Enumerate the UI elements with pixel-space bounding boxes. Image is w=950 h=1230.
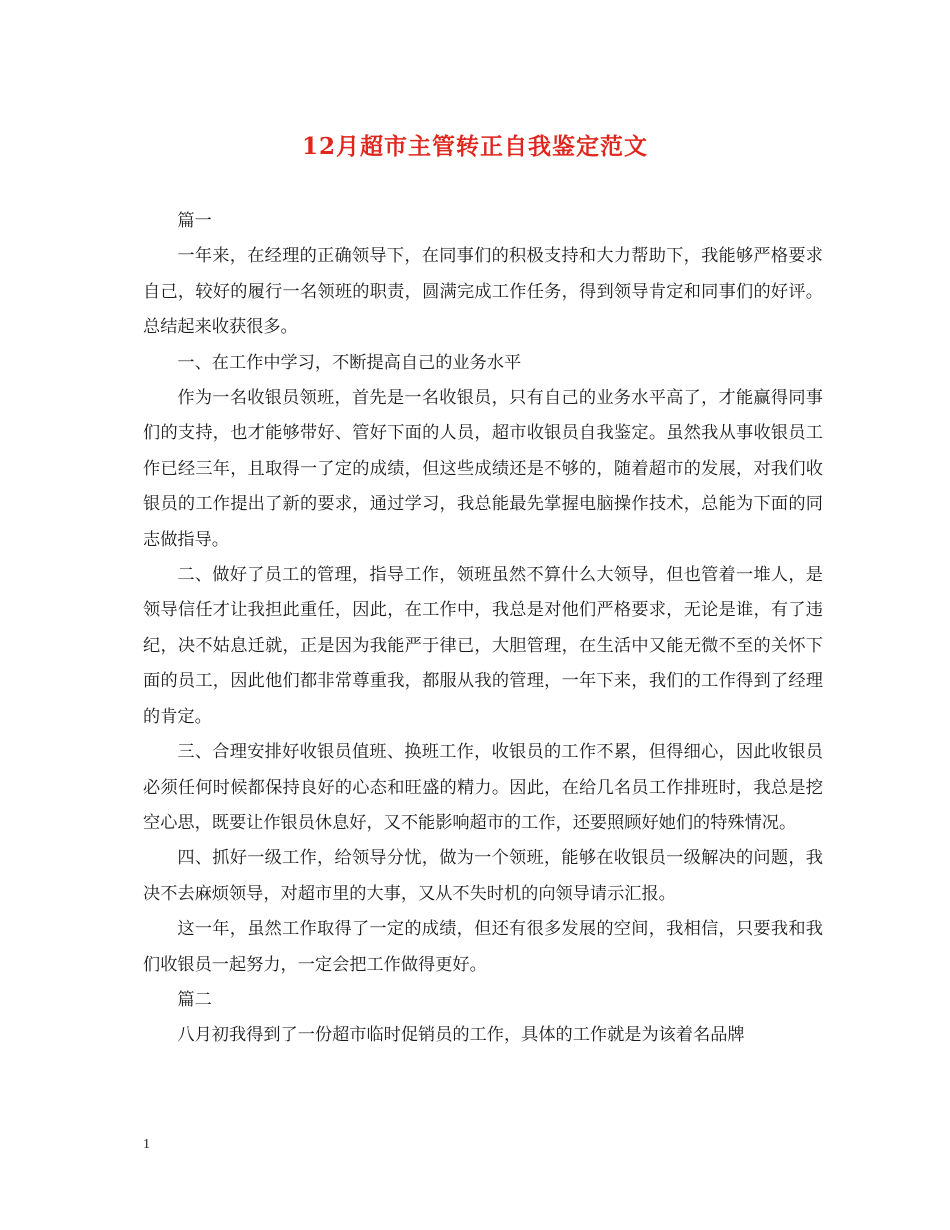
body-paragraph: 四、抓好一级工作，给领导分忧，做为一个领班，能够在收银员一级解决的问题，我决不去麻烦领导，对超市里的大事，又从不失时机的向领导请示汇报。 (143, 848, 823, 904)
body-paragraph: 作为一名收银员领班，首先是一名收银员，只有自己的业务水平高了，才能赢得同事们的支持，也才能够带好、管好下面的人员，超市收银员自我鉴定。虽然我从事收银员工作已经三年，且取得一了定的成绩，但这些成绩还是不够的，随着超市的发展，对我们收银员的工作提出了新的要求，通过学习，我总能最先掌握电脑操作技术，总能为下面的同志做指导。 (143, 388, 823, 550)
document-body (143, 204, 823, 1054)
body-paragraph: 八月初我得到了一份超市临时促销员的工作，具体的工作就是为该着名品牌 (177, 1025, 745, 1046)
document-title: 12月超市主管转正自我鉴定范文 (301, 133, 648, 160)
page-number: 1 (143, 1137, 150, 1152)
subsection-heading: 一、在工作中学习，不断提高自己的业务水平 (177, 352, 522, 373)
section-heading: 篇一 (177, 211, 212, 231)
section-heading: 篇二 (177, 989, 212, 1010)
body-paragraph: 三、合理安排好收银员值班、换班工作，收银员的工作不累，但得细心，因此收银员必须任何时候都保持良好的心态和旺盛的精力。因此，在给几名员工作排班时，我总是挖空心思，既要让作银员休息好，又不能影响超市的工作，还要照顾好她们的特殊情况。 (143, 742, 823, 833)
body-paragraph: 二、做好了员工的管理，指导工作，领班虽然不算什么大领导，但也管着一堆人，是领导信任才让我担此重任，因此，在工作中，我总是对他们严格要求，无论是谁，有了违纪，决不姑息迁就，正是因为我能严于律已，大胆管理，在生活中又能无微不至的关怀下面的员工，因此他们都非常尊重我，都服从我的管理，一年下来，我们的工作得到了经理的肯定。 (143, 565, 823, 727)
body-paragraph: 这一年，虽然工作取得了一定的成绩，但还有很多发展的空间，我相信，只要我和我们收银员一起努力，一定会把工作做得更好。 (143, 919, 823, 975)
body-paragraph: 一年来，在经理的正确领导下，在同事们的积极支持和大力帮助下，我能够严格要求自己，较好的履行一名领班的职责，圆满完成工作任务，得到领导肯定和同事们的好评。总结起来收获很多。 (143, 246, 823, 338)
